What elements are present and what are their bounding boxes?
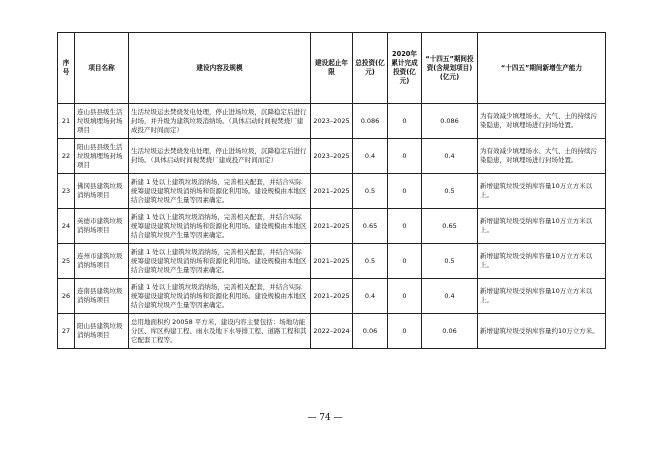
cell-capacity: 为有效减少填埋场水、大气、土的持续污染隐患，对填埋场进行封场处置。 (478, 104, 606, 139)
cell-plan145: 0.4 (422, 139, 478, 174)
cell-content: 新建 1 处以上建筑垃圾消纳场，完善相关配套，并结合实际统筹建设建筑垃圾消纳场和资源化利用场。建设规模由本地区结合建筑垃圾产生量等因素确定。 (129, 279, 311, 314)
cell-content: 生活垃圾运去焚烧发电处理，停止进场垃圾，沉降稳定后进行封场，并升级为建筑垃圾消纳场。（具体启动时间视焚烧厂建成投产时间而定） (129, 104, 311, 139)
table-row (58, 104, 606, 139)
cell-capacity: 新增建筑垃圾受纳库容量10万立方米以上。 (478, 174, 606, 209)
header-capacity: “十四五”期间新增生产能力 (478, 33, 606, 104)
cell-done2020: 0 (388, 139, 422, 174)
cell-content: 新建 1 处以上建筑垃圾消纳场，完善相关配套，并结合实际统筹建设建筑垃圾消纳场和资源化利用场。建设规模由本地区结合建筑垃圾产生量等因素确定。 (129, 209, 311, 244)
cell-plan145: 0.5 (422, 174, 478, 209)
cell-name: 阳山县县级生活垃圾填埋场封场项目 (75, 139, 129, 174)
header-seq: 序号 (58, 33, 75, 104)
cell-capacity: 新增建筑垃圾受纳库容量10万立方米以上。 (478, 279, 606, 314)
table-row (58, 209, 606, 244)
header-content: 建设内容及规模 (129, 33, 311, 104)
cell-seq: 27 (58, 314, 75, 349)
cell-period: 2021–2025 (311, 209, 353, 244)
cell-capacity: 新增建筑垃圾受纳库容量10万立方米以上。 (478, 244, 606, 279)
cell-total: 0.4 (353, 139, 388, 174)
cell-done2020: 0 (388, 104, 422, 139)
table-row (58, 174, 606, 209)
cell-name: 连山县县级生活垃圾填埋场封场项目 (75, 104, 129, 139)
cell-capacity: 为有效减少填埋场水、大气、土的持续污染隐患，对填埋场进行封场处置。 (478, 139, 606, 174)
cell-plan145: 0.06 (422, 314, 478, 349)
cell-plan145: 0.65 (422, 209, 478, 244)
cell-period: 2021–2025 (311, 174, 353, 209)
cell-total: 0.06 (353, 314, 388, 349)
table-row (58, 279, 606, 314)
cell-seq: 26 (58, 279, 75, 314)
cell-total: 0.65 (353, 209, 388, 244)
cell-total: 0.5 (353, 174, 388, 209)
cell-name: 连州市建筑垃圾消纳场项目 (75, 244, 129, 279)
table-row (58, 314, 606, 349)
header-total: 总投资(亿元) (353, 33, 388, 104)
cell-done2020: 0 (388, 174, 422, 209)
header-plan145: “十四五”期间投资(含规划项目)(亿元) (422, 33, 478, 104)
cell-plan145: 0.5 (422, 244, 478, 279)
cell-content: 新建 1 处以上建筑垃圾消纳场，完善相关配套，并结合实际统筹建设建筑垃圾消纳场和资源化利用场。建设规模由本地区结合建筑垃圾产生量等因素确定。 (129, 244, 311, 279)
cell-period: 2023–2025 (311, 139, 353, 174)
cell-capacity: 新增建筑垃圾受纳库容量约10万立方米。 (478, 314, 606, 349)
project-table (57, 32, 606, 349)
cell-seq: 23 (58, 174, 75, 209)
cell-plan145: 0.086 (422, 104, 478, 139)
cell-seq: 22 (58, 139, 75, 174)
cell-name: 英德市建筑垃圾消纳场项目 (75, 209, 129, 244)
cell-done2020: 0 (388, 244, 422, 279)
cell-content: 新建 1 处以上建筑垃圾消纳场，完善相关配套，并结合实际统筹建设建筑垃圾消纳场和资源化利用场。建设规模由本地区结合建筑垃圾产生量等因素确定。 (129, 174, 311, 209)
cell-content: 总用地面积约 20058 平方米，建设内容主要包括：场地功能分区、库区构建工程、雨水及地下水导排工程、道路工程和其它配套工程等。 (129, 314, 311, 349)
header-period: 建设起止年限 (311, 33, 353, 104)
page-number: — 74 — (307, 413, 343, 423)
cell-total: 0.4 (353, 279, 388, 314)
cell-total: 0.086 (353, 104, 388, 139)
cell-done2020: 0 (388, 314, 422, 349)
cell-period: 2023–2025 (311, 104, 353, 139)
cell-period: 2021–2025 (311, 279, 353, 314)
cell-done2020: 0 (388, 209, 422, 244)
table-row (58, 244, 606, 279)
cell-period: 2021–2025 (311, 244, 353, 279)
header-done2020: 2020年累计完成投资(亿元) (388, 33, 422, 104)
cell-capacity: 新增建筑垃圾受纳库容量10万立方米以上。 (478, 209, 606, 244)
cell-seq: 24 (58, 209, 75, 244)
cell-plan145: 0.4 (422, 279, 478, 314)
cell-name: 阳山县建筑垃圾消纳场项目 (75, 314, 129, 349)
cell-total: 0.5 (353, 244, 388, 279)
header-name: 项目名称 (75, 33, 129, 104)
cell-seq: 25 (58, 244, 75, 279)
cell-done2020: 0 (388, 279, 422, 314)
cell-name: 佛冈县建筑垃圾消纳场项目 (75, 174, 129, 209)
cell-name: 连南县建筑垃圾消纳场项目 (75, 279, 129, 314)
table-header-row (58, 33, 606, 104)
cell-seq: 21 (58, 104, 75, 139)
cell-content: 生活垃圾运去焚烧发电处理，停止进场垃圾，沉降稳定后进行封场。（具体启动时间视焚烧厂建成投产时间而定） (129, 139, 311, 174)
cell-period: 2022–2024 (311, 314, 353, 349)
table-row (58, 139, 606, 174)
